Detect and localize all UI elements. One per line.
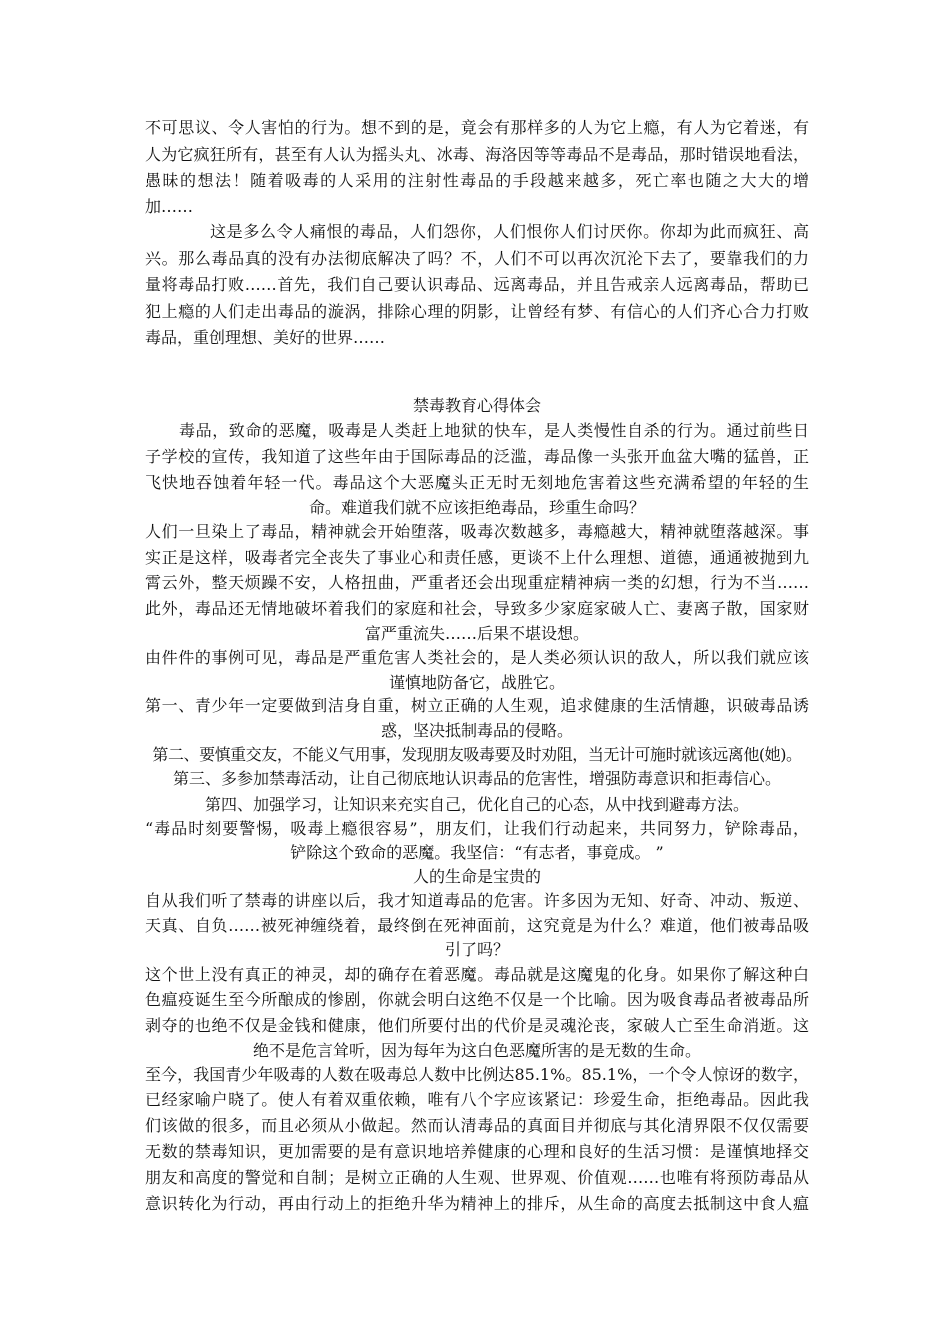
text-line: 由件件的事例可见，毒品是严重危害人类社会的，是人类必须认识的敌人，所以我们就应该 xyxy=(145,648,809,667)
text-line: 已经家喻户晓了。使人有着双重依赖，唯有八个字应该紧记：珍爱生命，拒绝毒品。因此我 xyxy=(145,1090,809,1109)
text-line: 第三、多参加禁毒活动，让自己彻底地认识毒品的危害性，增强防毒意识和拒毒信心。 xyxy=(172,769,781,788)
text-line: 不可思议、令人害怕的行为。想不到的是，竟会有那样多的人为它上瘾，有人为它着迷，有 xyxy=(145,118,809,137)
text-line: 引了吗？ xyxy=(444,940,509,959)
section-title: 禁毒教育心得体会 xyxy=(412,396,541,415)
text-line: 铲除这个致命的恶魔。我坚信：“有志者，事竟成。 ” xyxy=(290,843,664,862)
text-line: 毒品，致命的恶魔，吸毒是人类赶上地狱的快车，是人类慢性自杀的行为。通过前些日 xyxy=(179,421,809,440)
text-line: 惑，坚决抵制毒品的侵略。 xyxy=(380,721,573,740)
text-line: 飞快地吞蚀着年轻一代。毒品这个大恶魔头正无时无刻地危害着这些充满希望的年轻的生 xyxy=(145,473,809,492)
text-line: 自从我们听了禁毒的讲座以后，我才知道毒品的危害。许多因为无知、好奇、冲动、叛逆、 xyxy=(145,891,809,910)
text-line: 第一、青少年一定要做到洁身自重，树立正确的人生观，追求健康的生活情趣，识破毒品诱 xyxy=(145,696,809,715)
text-line: 这是多么令人痛恨的毒品，人们怨你，人们恨你人们讨厌你。你却为此而疯狂、高 xyxy=(210,222,809,241)
text-line: 剥夺的也绝不仅是金钱和健康，他们所要付出的代价是灵魂沦丧，家破人亡至生命消逝。这 xyxy=(145,1016,809,1035)
text-line: 色瘟疫诞生至今所酿成的惨剧，你就会明白这绝不仅是一个比喻。因为吸食毒品者被毒品所 xyxy=(145,990,809,1009)
text-line: 愚昧的想法！随着吸毒的人采用的注射性毒品的手段越来越多，死亡率也随之大大的增 xyxy=(145,171,809,190)
text-line: 无数的禁毒知识，更加需要的是有意识地培养健康的心理和良好的生活习惯：是谨慎地择交 xyxy=(145,1142,809,1161)
text-line: 谨慎地防备它，战胜它。 xyxy=(388,673,565,692)
text-line: 人为它疯狂所有，甚至有人认为摇头丸、冰毒、海洛因等等毒品不是毒品，那时错误地看法， xyxy=(145,145,809,164)
text-line: 这个世上没有真正的神灵，却的确存在着恶魔。毒品就是这魔鬼的化身。如果你了解这种白 xyxy=(145,965,809,984)
text-line: 命。难道我们就不应该拒绝毒品，珍重生命吗？ xyxy=(308,498,645,517)
text-line: 富严重流失……后果不堪设想。 xyxy=(364,624,589,643)
text-line: 朋友和高度的警觉和自制；是树立正确的人生观、世界观、价值观……也唯有将预防毒品从 xyxy=(145,1168,809,1187)
text-line: “毒品时刻要警惕，吸毒上瘾很容易”，朋友们，让我们行动起来，共同努力，铲除毒品， xyxy=(145,819,809,838)
text-line: 兴。那么毒品真的没有办法彻底解决了吗？不，人们不可以再次沉沦下去了，要靠我们的力 xyxy=(145,249,809,268)
text-line: 加…… xyxy=(145,197,194,216)
text-line: 们该做的很多，而且必须从小做起。然而认清毒品的真面目并彻底与其化清界限不仅仅需要 xyxy=(145,1116,809,1135)
text-line: 人们一旦染上了毒品，精神就会开始堕落，吸毒次数越多，毒瘾越大，精神就堕落越深。事 xyxy=(145,522,809,541)
text-line: 毒品，重创理想、美好的世界…… xyxy=(145,328,386,347)
text-line: 此外，毒品还无情地破坏着我们的家庭和社会，导致多少家庭家破人亡、妻离子散，国家财 xyxy=(145,599,809,618)
text-line: 至今，我国青少年吸毒的人数在吸毒总人数中比例达85.1%。85.1%，一个令人惊讶的数字， xyxy=(145,1065,809,1084)
text-line: 子学校的宣传，我知道了这些年由于国际毒品的泛滥，毒品像一头张开血盆大嘴的猛兽，正 xyxy=(145,447,809,466)
text-line: 意识转化为行动，再由行动上的拒绝升华为精神上的排斥，从生命的高度去抵制这中食人瘟 xyxy=(145,1194,809,1213)
section-title: 人的生命是宝贵的 xyxy=(412,867,541,886)
text-line: 实正是这样，吸毒者完全丧失了事业心和责任感，更谈不上什么理想、道德，通通被抛到九 xyxy=(145,548,809,567)
text-line: 第二、要慎重交友，不能义气用事，发现朋友吸毒要及时劝阻，当无计可施时就该远离他(她)。 xyxy=(152,745,802,764)
text-line: 天真、自负……被死神缠绕着，最终倒在死神面前，这究竟是为什么？难道，他们被毒品吸 xyxy=(145,916,809,935)
text-line: 犯上瘾的人们走出毒品的漩涡，排除心理的阴影，让曾经有梦、有信心的人们齐心合力打败 xyxy=(145,302,809,321)
text-line: 绝不是危言耸听，因为每年为这白色恶魔所害的是无数的生命。 xyxy=(252,1041,701,1060)
text-line: 量将毒品打败……首先，我们自己要认识毒品、远离毒品，并且告戒亲人远离毒品，帮助已 xyxy=(145,275,809,294)
text-line: 霄云外，整天烦躁不安，人格扭曲，严重者还会出现重症精神病一类的幻想，行为不当…… xyxy=(145,573,809,592)
text-line: 第四、加强学习，让知识来充实自己，优化自己的心态，从中找到避毒方法。 xyxy=(204,795,749,814)
